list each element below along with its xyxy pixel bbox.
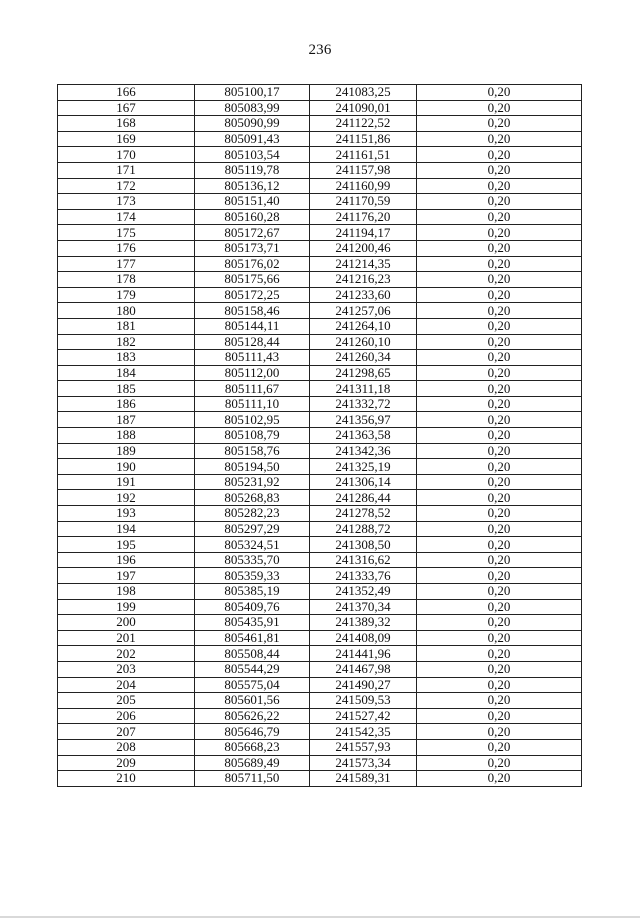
y-coordinate-cell: 241278,52: [310, 506, 417, 522]
table-row: [58, 272, 582, 288]
table-row: [58, 552, 582, 568]
y-coordinate-cell: 241233,60: [310, 287, 417, 303]
table-row: [58, 584, 582, 600]
table-row: [58, 209, 582, 225]
point-number-cell: 167: [58, 100, 195, 116]
point-number-cell: 203: [58, 661, 195, 677]
point-number-cell: 176: [58, 240, 195, 256]
value-cell: 0,20: [417, 396, 582, 412]
y-coordinate-cell: 241090,01: [310, 100, 417, 116]
x-coordinate-cell: 805575,04: [195, 677, 310, 693]
table-row: [58, 100, 582, 116]
y-coordinate-cell: 241161,51: [310, 147, 417, 163]
table-row: [58, 771, 582, 787]
value-cell: 0,20: [417, 599, 582, 615]
value-cell: 0,20: [417, 272, 582, 288]
point-number-cell: 200: [58, 615, 195, 631]
y-coordinate-cell: 241589,31: [310, 771, 417, 787]
value-cell: 0,20: [417, 771, 582, 787]
point-number-cell: 169: [58, 131, 195, 147]
x-coordinate-cell: 805102,95: [195, 412, 310, 428]
y-coordinate-cell: 241170,59: [310, 194, 417, 210]
point-number-cell: 177: [58, 256, 195, 272]
x-coordinate-cell: 805103,54: [195, 147, 310, 163]
table-row: [58, 677, 582, 693]
y-coordinate-cell: 241306,14: [310, 474, 417, 490]
table-row: [58, 350, 582, 366]
point-number-cell: 191: [58, 474, 195, 490]
table-row: [58, 599, 582, 615]
value-cell: 0,20: [417, 459, 582, 475]
point-number-cell: 208: [58, 739, 195, 755]
value-cell: 0,20: [417, 428, 582, 444]
value-cell: 0,20: [417, 147, 582, 163]
point-number-cell: 197: [58, 568, 195, 584]
x-coordinate-cell: 805435,91: [195, 615, 310, 631]
table-row: [58, 318, 582, 334]
table-row: [58, 428, 582, 444]
point-number-cell: 189: [58, 443, 195, 459]
table-row: [58, 474, 582, 490]
y-coordinate-cell: 241352,49: [310, 584, 417, 600]
table-row: [58, 615, 582, 631]
table-row: [58, 194, 582, 210]
table-row: [58, 365, 582, 381]
point-number-cell: 182: [58, 334, 195, 350]
table-row: [58, 755, 582, 771]
y-coordinate-cell: 241286,44: [310, 490, 417, 506]
table-row: [58, 178, 582, 194]
y-coordinate-cell: 241122,52: [310, 116, 417, 132]
point-number-cell: 170: [58, 147, 195, 163]
x-coordinate-cell: 805385,19: [195, 584, 310, 600]
value-cell: 0,20: [417, 256, 582, 272]
value-cell: 0,20: [417, 443, 582, 459]
point-number-cell: 199: [58, 599, 195, 615]
value-cell: 0,20: [417, 209, 582, 225]
x-coordinate-cell: 805173,71: [195, 240, 310, 256]
y-coordinate-cell: 241509,53: [310, 693, 417, 709]
table-row: [58, 693, 582, 709]
x-coordinate-cell: 805144,11: [195, 318, 310, 334]
point-number-cell: 204: [58, 677, 195, 693]
x-coordinate-cell: 805160,28: [195, 209, 310, 225]
value-cell: 0,20: [417, 381, 582, 397]
table-row: [58, 739, 582, 755]
value-cell: 0,20: [417, 100, 582, 116]
table-row: [58, 240, 582, 256]
value-cell: 0,20: [417, 490, 582, 506]
x-coordinate-cell: 805119,78: [195, 162, 310, 178]
y-coordinate-cell: 241288,72: [310, 521, 417, 537]
y-coordinate-cell: 241151,86: [310, 131, 417, 147]
point-number-cell: 183: [58, 350, 195, 366]
value-cell: 0,20: [417, 506, 582, 522]
value-cell: 0,20: [417, 162, 582, 178]
y-coordinate-cell: 241298,65: [310, 365, 417, 381]
point-number-cell: 181: [58, 318, 195, 334]
table-row: [58, 506, 582, 522]
value-cell: 0,20: [417, 116, 582, 132]
point-number-cell: 188: [58, 428, 195, 444]
table-row: [58, 646, 582, 662]
y-coordinate-cell: 241311,18: [310, 381, 417, 397]
point-number-cell: 193: [58, 506, 195, 522]
point-number-cell: 202: [58, 646, 195, 662]
y-coordinate-cell: 241490,27: [310, 677, 417, 693]
y-coordinate-cell: 241194,17: [310, 225, 417, 241]
x-coordinate-cell: 805176,02: [195, 256, 310, 272]
x-coordinate-cell: 805172,25: [195, 287, 310, 303]
value-cell: 0,20: [417, 537, 582, 553]
x-coordinate-cell: 805689,49: [195, 755, 310, 771]
value-cell: 0,20: [417, 350, 582, 366]
point-number-cell: 184: [58, 365, 195, 381]
x-coordinate-cell: 805544,29: [195, 661, 310, 677]
y-coordinate-cell: 241260,10: [310, 334, 417, 350]
point-number-cell: 195: [58, 537, 195, 553]
table-row: [58, 537, 582, 553]
table-row: [58, 412, 582, 428]
y-coordinate-cell: 241308,50: [310, 537, 417, 553]
y-coordinate-cell: 241083,25: [310, 85, 417, 101]
value-cell: 0,20: [417, 334, 582, 350]
value-cell: 0,20: [417, 240, 582, 256]
y-coordinate-cell: 241157,98: [310, 162, 417, 178]
point-number-cell: 194: [58, 521, 195, 537]
table-row: [58, 116, 582, 132]
value-cell: 0,20: [417, 615, 582, 631]
x-coordinate-cell: 805158,46: [195, 303, 310, 319]
x-coordinate-cell: 805175,66: [195, 272, 310, 288]
table-row: [58, 287, 582, 303]
y-coordinate-cell: 241363,58: [310, 428, 417, 444]
point-number-cell: 178: [58, 272, 195, 288]
table-row: [58, 147, 582, 163]
table-body: [58, 85, 582, 787]
x-coordinate-cell: 805111,43: [195, 350, 310, 366]
table-row: [58, 396, 582, 412]
x-coordinate-cell: 805297,29: [195, 521, 310, 537]
table-row: [58, 162, 582, 178]
value-cell: 0,20: [417, 661, 582, 677]
value-cell: 0,20: [417, 630, 582, 646]
value-cell: 0,20: [417, 303, 582, 319]
point-number-cell: 201: [58, 630, 195, 646]
x-coordinate-cell: 805335,70: [195, 552, 310, 568]
y-coordinate-cell: 241257,06: [310, 303, 417, 319]
x-coordinate-cell: 805158,76: [195, 443, 310, 459]
x-coordinate-cell: 805711,50: [195, 771, 310, 787]
y-coordinate-cell: 241557,93: [310, 739, 417, 755]
y-coordinate-cell: 241527,42: [310, 708, 417, 724]
value-cell: 0,20: [417, 412, 582, 428]
point-number-cell: 196: [58, 552, 195, 568]
x-coordinate-cell: 805090,99: [195, 116, 310, 132]
table-row: [58, 334, 582, 350]
value-cell: 0,20: [417, 552, 582, 568]
table-row: [58, 303, 582, 319]
point-number-cell: 192: [58, 490, 195, 506]
x-coordinate-cell: 805282,23: [195, 506, 310, 522]
value-cell: 0,20: [417, 708, 582, 724]
point-number-cell: 180: [58, 303, 195, 319]
y-coordinate-cell: 241441,96: [310, 646, 417, 662]
table-row: [58, 708, 582, 724]
x-coordinate-cell: 805409,76: [195, 599, 310, 615]
x-coordinate-cell: 805626,22: [195, 708, 310, 724]
y-coordinate-cell: 241370,34: [310, 599, 417, 615]
table-row: [58, 724, 582, 740]
value-cell: 0,20: [417, 131, 582, 147]
x-coordinate-cell: 805359,33: [195, 568, 310, 584]
table-row: [58, 131, 582, 147]
x-coordinate-cell: 805112,00: [195, 365, 310, 381]
y-coordinate-cell: 241333,76: [310, 568, 417, 584]
x-coordinate-cell: 805100,17: [195, 85, 310, 101]
x-coordinate-cell: 805151,40: [195, 194, 310, 210]
x-coordinate-cell: 805668,23: [195, 739, 310, 755]
point-number-cell: 198: [58, 584, 195, 600]
point-number-cell: 173: [58, 194, 195, 210]
x-coordinate-cell: 805128,44: [195, 334, 310, 350]
x-coordinate-cell: 805111,10: [195, 396, 310, 412]
point-number-cell: 185: [58, 381, 195, 397]
point-number-cell: 210: [58, 771, 195, 787]
point-number-cell: 174: [58, 209, 195, 225]
x-coordinate-cell: 805461,81: [195, 630, 310, 646]
point-number-cell: 209: [58, 755, 195, 771]
value-cell: 0,20: [417, 677, 582, 693]
x-coordinate-cell: 805083,99: [195, 100, 310, 116]
point-number-cell: 172: [58, 178, 195, 194]
point-number-cell: 187: [58, 412, 195, 428]
y-coordinate-cell: 241389,32: [310, 615, 417, 631]
table-row: [58, 568, 582, 584]
value-cell: 0,20: [417, 85, 582, 101]
point-number-cell: 186: [58, 396, 195, 412]
table-row: [58, 661, 582, 677]
value-cell: 0,20: [417, 178, 582, 194]
table-row: [58, 490, 582, 506]
table-row: [58, 85, 582, 101]
table-row: [58, 225, 582, 241]
value-cell: 0,20: [417, 568, 582, 584]
x-coordinate-cell: 805508,44: [195, 646, 310, 662]
table-row: [58, 443, 582, 459]
y-coordinate-cell: 241214,35: [310, 256, 417, 272]
x-coordinate-cell: 805111,67: [195, 381, 310, 397]
x-coordinate-cell: 805268,83: [195, 490, 310, 506]
y-coordinate-cell: 241160,99: [310, 178, 417, 194]
y-coordinate-cell: 241467,98: [310, 661, 417, 677]
point-number-cell: 179: [58, 287, 195, 303]
y-coordinate-cell: 241356,97: [310, 412, 417, 428]
y-coordinate-cell: 241316,62: [310, 552, 417, 568]
point-number-cell: 190: [58, 459, 195, 475]
table-row: [58, 459, 582, 475]
x-coordinate-cell: 805646,79: [195, 724, 310, 740]
table-row: [58, 381, 582, 397]
y-coordinate-cell: 241264,10: [310, 318, 417, 334]
y-coordinate-cell: 241200,46: [310, 240, 417, 256]
x-coordinate-cell: 805108,79: [195, 428, 310, 444]
value-cell: 0,20: [417, 739, 582, 755]
point-number-cell: 175: [58, 225, 195, 241]
y-coordinate-cell: 241176,20: [310, 209, 417, 225]
value-cell: 0,20: [417, 318, 582, 334]
point-number-cell: 207: [58, 724, 195, 740]
page-bottom-edge: [0, 916, 640, 918]
table-row: [58, 521, 582, 537]
coordinate-table: [57, 84, 582, 787]
y-coordinate-cell: 241342,36: [310, 443, 417, 459]
x-coordinate-cell: 805091,43: [195, 131, 310, 147]
table-row: [58, 256, 582, 272]
value-cell: 0,20: [417, 194, 582, 210]
y-coordinate-cell: 241573,34: [310, 755, 417, 771]
x-coordinate-cell: 805136,12: [195, 178, 310, 194]
y-coordinate-cell: 241542,35: [310, 724, 417, 740]
y-coordinate-cell: 241216,23: [310, 272, 417, 288]
y-coordinate-cell: 241325,19: [310, 459, 417, 475]
value-cell: 0,20: [417, 755, 582, 771]
value-cell: 0,20: [417, 287, 582, 303]
value-cell: 0,20: [417, 365, 582, 381]
x-coordinate-cell: 805601,56: [195, 693, 310, 709]
value-cell: 0,20: [417, 724, 582, 740]
y-coordinate-cell: 241260,34: [310, 350, 417, 366]
value-cell: 0,20: [417, 521, 582, 537]
value-cell: 0,20: [417, 584, 582, 600]
x-coordinate-cell: 805172,67: [195, 225, 310, 241]
x-coordinate-cell: 805194,50: [195, 459, 310, 475]
page-number: 236: [308, 42, 332, 58]
x-coordinate-cell: 805324,51: [195, 537, 310, 553]
point-number-cell: 168: [58, 116, 195, 132]
value-cell: 0,20: [417, 693, 582, 709]
table-row: [58, 630, 582, 646]
point-number-cell: 205: [58, 693, 195, 709]
y-coordinate-cell: 241408,09: [310, 630, 417, 646]
x-coordinate-cell: 805231,92: [195, 474, 310, 490]
value-cell: 0,20: [417, 474, 582, 490]
point-number-cell: 206: [58, 708, 195, 724]
value-cell: 0,20: [417, 646, 582, 662]
value-cell: 0,20: [417, 225, 582, 241]
point-number-cell: 166: [58, 85, 195, 101]
point-number-cell: 171: [58, 162, 195, 178]
y-coordinate-cell: 241332,72: [310, 396, 417, 412]
